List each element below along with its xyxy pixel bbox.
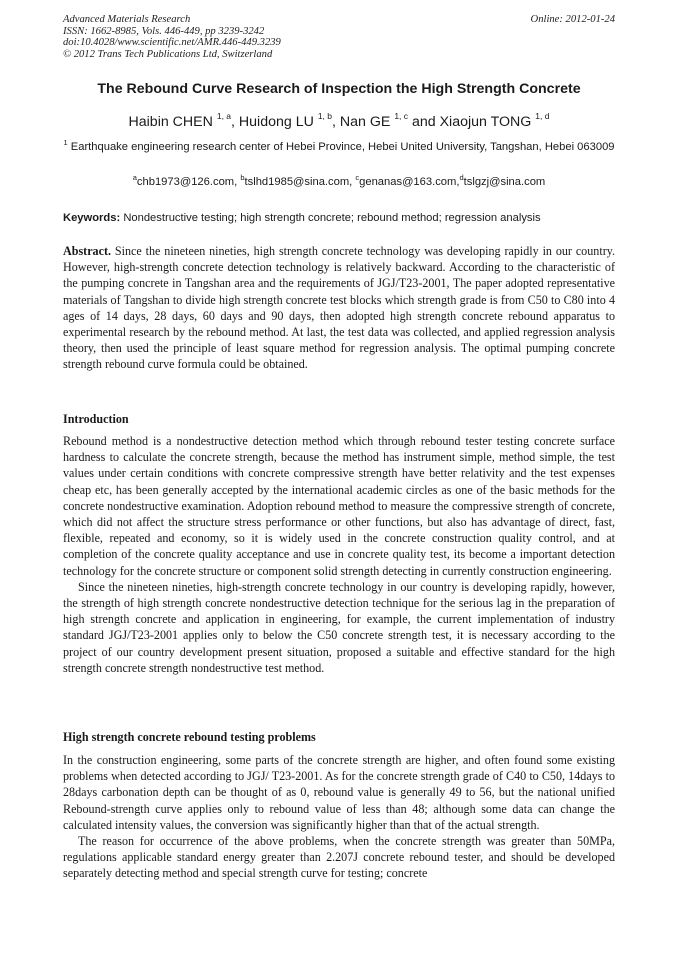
email-address[interactable]: tslhd1985@sina.com <box>244 176 350 188</box>
email-mark: d <box>459 173 464 182</box>
author-affil-mark: 1, b <box>317 111 332 121</box>
author-separator: , <box>332 114 340 130</box>
journal-header <box>63 14 615 60</box>
email-separator: , <box>349 176 356 188</box>
paragraph: In the construction engineering, some parts of the concrete strength are higher, and often found some existing problems when detected according to JGJ/ T23-2001. As for the concrete strength grade of C40 to C50, 14days to 28days carbonation depth can be thought of as 0, rebound value is generally 49 to 56, but the national unified Rebound-strength curve applies only to rebound value of less than 48; although some data can change the calculated intensity values, the conversion was significantly higher than that of the actual strength. <box>63 753 615 832</box>
author-affil-mark: 1, a <box>216 111 232 121</box>
paragraph: Rebound method is a nondestructive detection method which through rebound tester testing concrete surface hardness to calculate the concrete strength, because the method has instrument simple, method simple, the test values under certain conditions with concrete compressive strength have better relativity and the test expenses cheap etc, has been generally accepted by the international academic circles as one of the basic methods for the concrete nondestructive examination. Adoption rebound method to measure the compressive strength of concrete, which did not affect the structure stress performance or other functions, but also has advantage of direct, fast, flexible, repeated and economy, so it is widely used in the concrete construction quality control, and at completion of the concrete quality acceptance and use in concrete quality test, its become a important detection technology for the concrete structure or component solid strength detecting in currently construction engineering. <box>63 434 615 578</box>
issn-line: ISSN: 1662-8985, Vols. 446-449, pp 3239-3242 <box>63 25 265 37</box>
introduction-section <box>63 433 615 676</box>
problems-heading: High strength concrete rebound testing problems <box>63 730 316 744</box>
author-affil-mark: 1, c <box>394 111 409 121</box>
keywords-text: Nondestructive testing; high strength concrete; rebound method; regression analysis <box>123 212 541 224</box>
author-affil-mark: 1, d <box>535 111 550 121</box>
email-address[interactable]: tslgzj@sina.com <box>463 176 546 188</box>
email-list <box>63 175 615 189</box>
abstract <box>63 243 615 373</box>
keywords-label: Keywords: <box>63 212 121 224</box>
affiliation-mark: 1 <box>63 138 68 147</box>
email-mark: c <box>355 173 360 182</box>
problems-section <box>63 752 615 882</box>
author-name: Huidong LU <box>238 114 314 130</box>
author-name: Xiaojun TONG <box>439 114 532 130</box>
email-separator: , <box>456 176 460 188</box>
paper-title: The Rebound Curve Research of Inspection the High Strength Concrete <box>97 81 581 97</box>
author-separator: , <box>231 114 239 130</box>
online-date: Online: 2012-01-24 <box>530 14 615 25</box>
email-address[interactable]: chb1973@126.com <box>136 176 235 188</box>
paragraph: Since the nineteen nineties, high-strength concrete technology in our country is developing rapidly, however, the strength of high strength concrete nondestructive detection technique for the serious lag in the preparation of high strength concrete and application in engineering, for example, the current implementation of industry standard JGJ/T23-2001 applies only to below the C50 concrete strength test, it is necessary according to the project of our country development present situation, proposed a suitable and effective standard for the high strength concrete strength nondestructive test method. <box>63 579 615 675</box>
email-mark: b <box>240 173 245 182</box>
author-separator: and <box>408 114 440 130</box>
paragraph: The reason for occurrence of the above problems, when the concrete strength was greater than 50MPa, regulations applicable standard energy greater than 2.207J concrete rebound tester, and should be developed separately detecting method and special strength curve for testing; concrete <box>63 834 615 881</box>
abstract-text: Since the nineteen nineties, high strength concrete technology was developing rapidly in our country. However, high-strength concrete detection technology is relatively backward. According to the characteristic of the pumping concrete in Tangshan area and the requirements of JGJ/T23-2001, The paper adopted representative materials of Tangshan to divide high strength concrete test blocks which strength grade is from C50 to C80 into 4 ages of 14 days, 28 days, 60 days and 90 days, then adopted high strength concrete rebound apparatus to experimental research by the rebound method. At last, the test data was collected, and applied regression analysis theory, then used the principle of least square method for regression analysis. The optimal pumping concrete strength rebound curve formula could be obtained. <box>63 244 615 372</box>
doi-line: doi:10.4028/www.scientific.net/AMR.446-449.3239 <box>63 37 281 49</box>
author-list <box>40 113 638 131</box>
keywords <box>63 211 615 225</box>
affiliation <box>63 139 615 155</box>
introduction-heading: Introduction <box>63 412 129 426</box>
email-address[interactable]: genanas@163.com <box>359 176 457 188</box>
affiliation-text: Earthquake engineering research center of Hebei Province, Hebei United University, Tangshan, Hebei 063009 <box>70 141 615 153</box>
author-name: Nan GE <box>339 114 391 130</box>
abstract-label: Abstract. <box>63 244 112 258</box>
journal-name: Advanced Materials Research <box>63 14 191 25</box>
email-separator: , <box>234 176 241 188</box>
author-name: Haibin CHEN <box>128 114 213 130</box>
email-mark: a <box>132 173 137 182</box>
copyright-line: © 2012 Trans Tech Publications Ltd, Switzerland <box>63 48 273 60</box>
